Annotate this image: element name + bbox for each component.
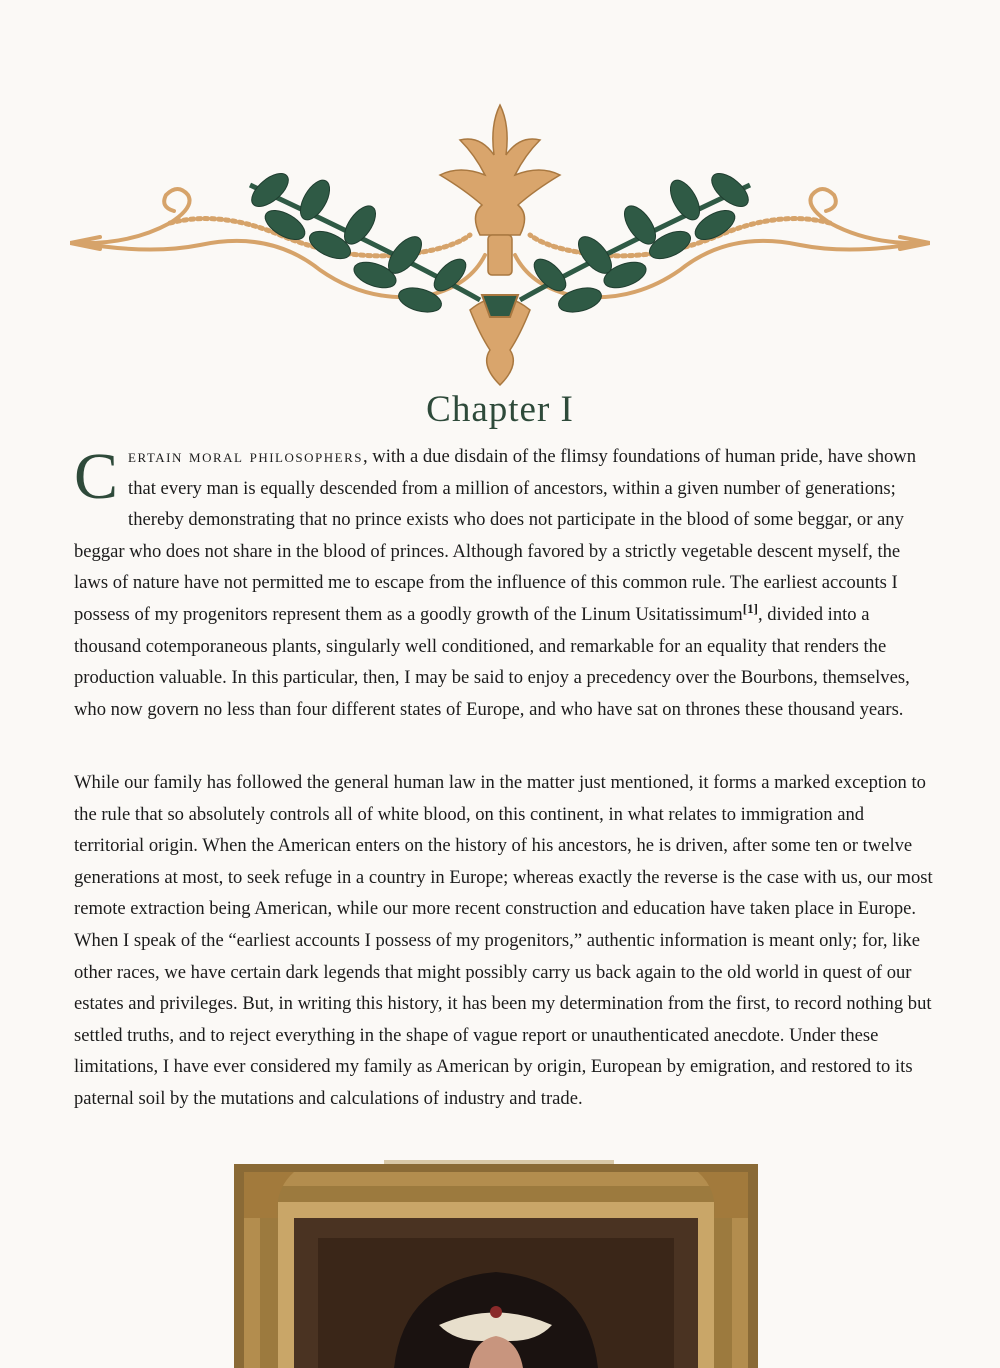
- framed-portrait: [234, 1160, 758, 1368]
- opening-smallcaps: ertain moral philosophers: [128, 446, 363, 467]
- paragraph-1: [74, 441, 934, 725]
- paragraph-1-text-b: , divided into a thousand cotemporaneous plants, singularly well conditioned, and remarkable for an equality that renders the production valuable. In this particular, then, I may be said to enjoy a precedency over the Bourbons, themselves, who now govern no less than four different states of Europe, and who have sat on thrones these thousand years.: [74, 603, 910, 720]
- drop-cap: C: [74, 440, 119, 513]
- paragraph-2-text: While our family has followed the general human law in the matter just mentioned, it forms a marked exception to the rule that so absolutely controls all of white blood, on this continent, in what relates to immigration and territorial origin. When the American enters on the history of his ancestors, he is driven, after some ten or twelve generations at most, to seek refuge in a country in Europe; whereas exactly the reverse is the case with us, our most remote extraction being American, while our more recent construction and education have taken place in Europe. When I speak of the “earliest accounts I possess of my progenitors,” authentic information is meant only; for, like other races, we have certain dark legends that might possibly carry us back again to the old world in quest of our estates and privileges. But, in writing this history, it has been my determination from the first, to record nothing but settled truths, and to reject everything in the shape of vague report or unauthenticated anecdote. Under these limitations, I have ever considered my family as American by origin, European by emigration, and restored to its paternal soil by the mutations and calculations of industry and trade.: [74, 772, 933, 1109]
- paragraph-1-text-a: , with a due disdain of the flimsy foundations of human pride, have shown that every man is equally descended from a million of ancestors, within a given number of generations; thereby demonstrating that no prince exists who does not participate in the blood of some beggar, or any beggar who does not share in the blood of princes. Although favored by a strictly vegetable descent myself, the laws of nature have not permitted me to escape from the influence of this common rule. The earliest accounts I possess of my progenitors represent them as a goodly growth of the Linum Usitatissimum: [74, 446, 917, 625]
- paragraph-2: [74, 767, 934, 1115]
- footnote-link[interactable]: [1]: [742, 600, 758, 616]
- chapter-ornament: [70, 95, 930, 390]
- chapter-title: Chapter I: [426, 389, 574, 430]
